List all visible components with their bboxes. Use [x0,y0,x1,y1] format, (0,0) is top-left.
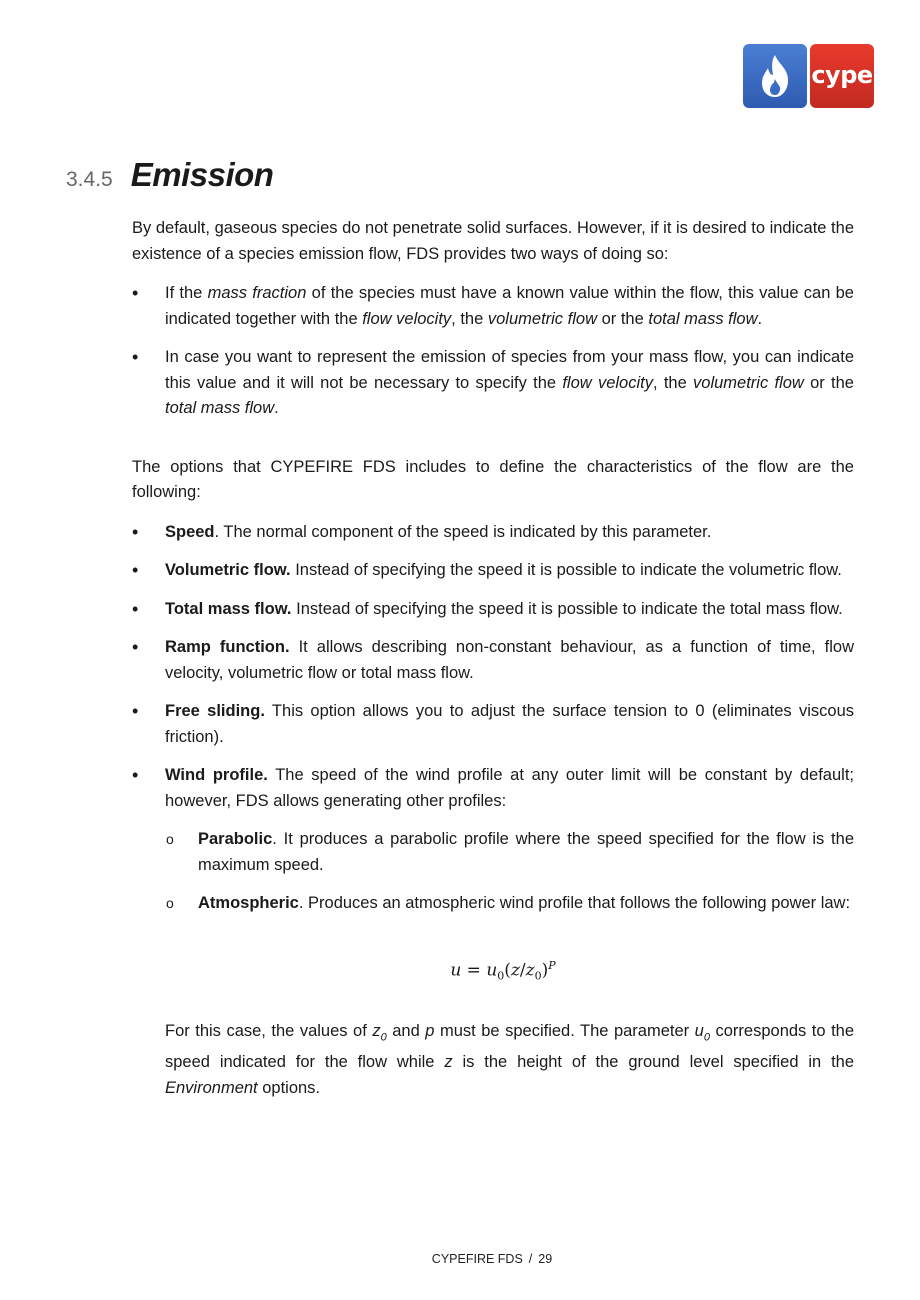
flame-icon [743,44,807,108]
power-law-formula: $u = u_0(z/z_0)^P$ [450,958,556,983]
option-ramp-function: • Ramp function. It allows describing non-constant behaviour, as a function of time, flow velocity, volumetric flow or total mass flow. [132,635,854,686]
section-title: Emission [130,156,274,193]
page-footer: CYPEFIRE FDS / 29 [431,1252,553,1266]
profile-parabolic: o Parabolic. It produces a parabolic profile where the speed specified for the flow is the maximum speed. [165,827,854,878]
cype-wordmark: cype [810,44,874,108]
page-body [132,216,854,1101]
intro-paragraph: By default, gaseous species do not penetrate solid surfaces. However, if it is desired to indicate the existence of a species emission flow, FDS provides two ways of doing so: [132,219,854,263]
brand-logo [743,44,874,108]
option-wind-profile: • Wind profile. The speed of the wind profile at any outer limit will be constant by default; however, FDS allows generating other profiles: o Parabolic. It produces a parabolic profile where the speed specified for the flow is the maximum speed. o Atmospheric. Produces an atmospheric wind profile that follows the following power law: [132,763,854,917]
option-speed: • Speed. The normal component of the speed is indicated by this parameter. [132,520,854,546]
profile-atmospheric: o Atmospheric. Produces an atmospheric wind profile that follows the following power law: [165,891,854,917]
option-volumetric-flow: • Volumetric flow. Instead of specifying the speed it is possible to indicate the volumetric flow. [132,558,854,584]
section-heading [66,156,274,193]
emission-ways-list [132,281,854,422]
footer-doc-title: CYPEFIRE FDS [431,1252,523,1266]
list-item: • If the mass fraction of the species must have a known value within the flow, this value can be indicated together with the flow velocity, the volumetric flow or the total mass flow. [132,281,854,332]
option-total-mass-flow: • Total mass flow. Instead of specifying the speed it is possible to indicate the total mass flow. [132,597,854,623]
options-intro: The options that CYPEFIRE FDS includes to define the characteristics of the flow are the following: [132,457,854,501]
wind-profile-sublist [165,827,854,917]
flow-options-list [132,520,854,917]
option-free-sliding: • Free sliding. This option allows you to adjust the surface tension to 0 (eliminates viscous friction). [132,699,854,750]
formula-explanation: For this case, the values of $z_0$ and p must be specified. The parameter $u_0$ corresponds to the speed indicated for the flow while z is the height of the ground level specified in the Environment options. [165,1021,855,1097]
section-number: 3.4.5 [66,168,113,191]
list-item: • In case you want to represent the emission of species from your mass flow, you can indicate this value and it will not be necessary to specify the flow velocity, the volumetric flow or the total mass flow. [132,345,854,422]
page-number: 29 [538,1252,553,1266]
